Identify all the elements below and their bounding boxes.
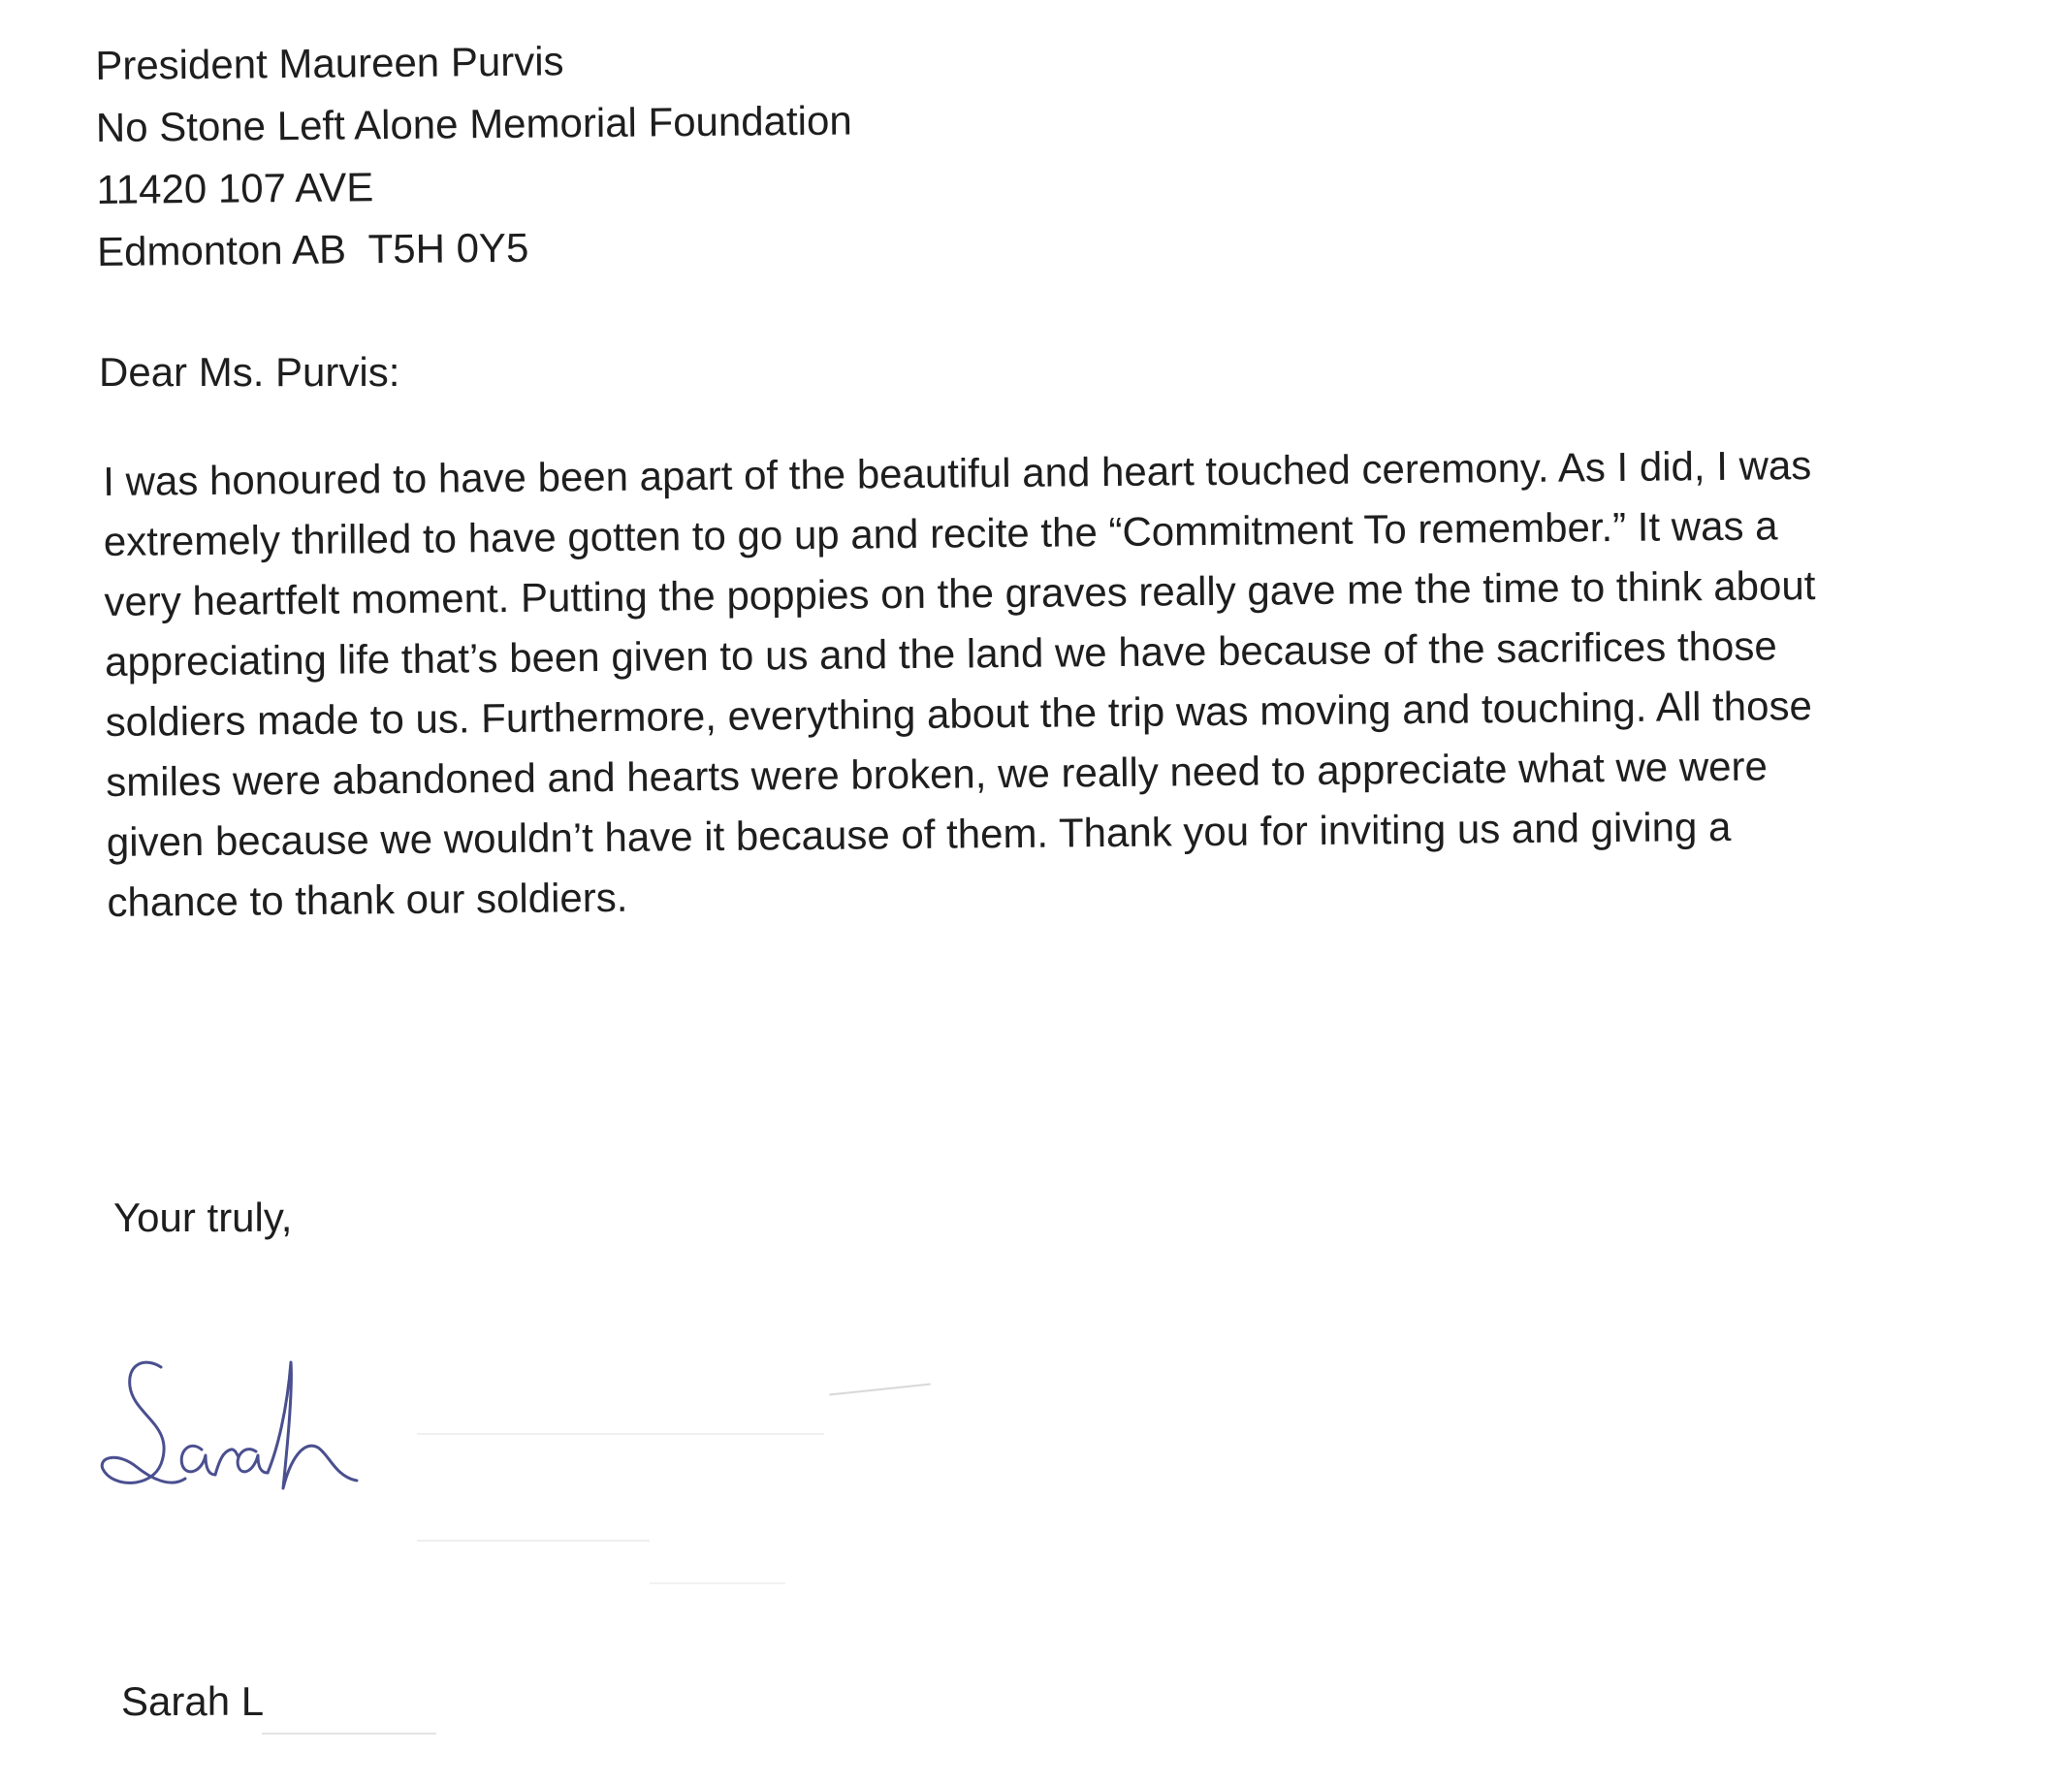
body-line: chance to thank our soldiers. <box>107 874 628 925</box>
body-line: very heartfelt moment. Putting the poppies on the graves really gave me the time to think about <box>104 562 1816 624</box>
scan-artifact <box>417 1433 824 1435</box>
scan-artifact <box>829 1384 931 1396</box>
salutation: Dear Ms. Purvis: <box>99 349 400 395</box>
recipient-organization: No Stone Left Alone Memorial Foundation <box>95 97 852 150</box>
scan-artifact <box>262 1733 436 1735</box>
recipient-address <box>95 28 853 283</box>
printed-name: Sarah L <box>121 1678 265 1724</box>
handwritten-signature <box>93 1343 384 1508</box>
body-line: extremely thrilled to have gotten to go up and recite the “Commitment To remember.” It was a <box>103 502 1778 564</box>
body-line: given because we wouldn’t have it because of them. Thank you for inviting us and giving a <box>106 803 1732 865</box>
body-line: smiles were abandoned and hearts were broken, we really need to appreciate what we were <box>106 743 1769 805</box>
body-line: I was honoured to have been apart of the beautiful and heart touched ceremony. As I did, I was <box>103 442 1812 504</box>
recipient-street: 11420 107 AVE <box>96 164 374 212</box>
body-line: soldiers made to us. Furthermore, everything about the trip was moving and touching. All those <box>105 683 1813 745</box>
scan-artifact <box>650 1582 785 1584</box>
closing: Your truly, <box>113 1195 293 1240</box>
letter-body <box>103 433 2027 933</box>
recipient-name: President Maureen Purvis <box>95 38 564 88</box>
body-line: appreciating life that’s been given to us and the land we have because of the sacrifices those <box>104 622 1777 685</box>
scan-artifact <box>417 1540 650 1542</box>
recipient-city-postal: Edmonton AB T5H 0Y5 <box>96 224 529 274</box>
